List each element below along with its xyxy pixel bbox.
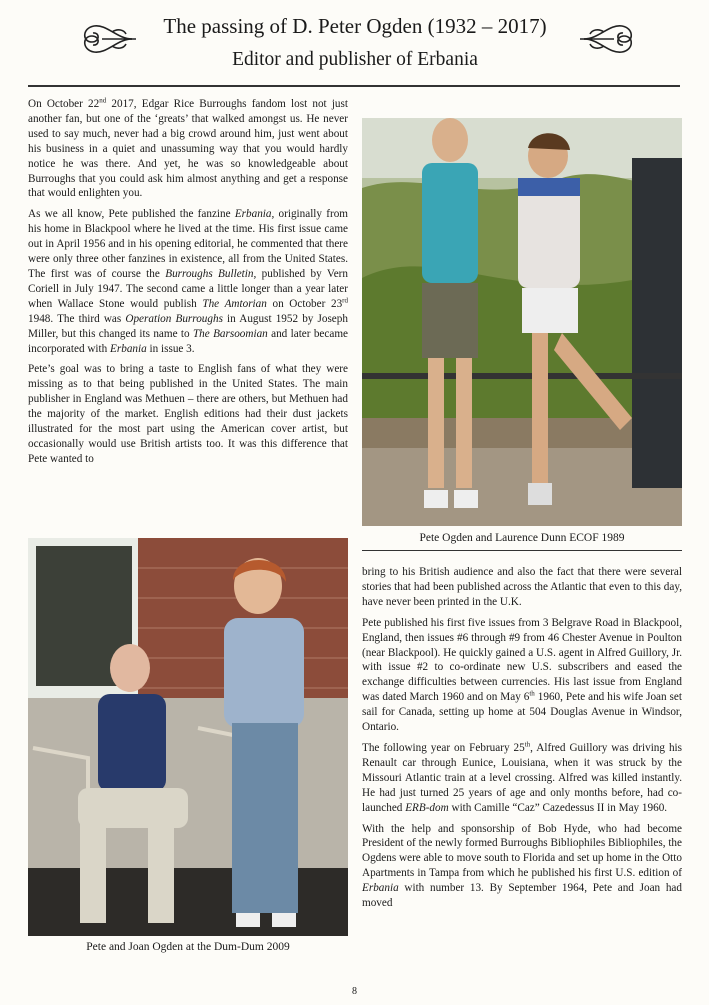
photo-pete-joan-ogden — [28, 538, 348, 936]
paragraph: On October 22nd 2017, Edgar Rice Burroughs fandom lost not just another fan, but one of the ‘greats’ that walked amongst us. He never used to say much, never had a big crowd around him, just went about his business in a quiet and unassuming way that you would hardly notice he was there. And yet, he was so knowledgeable about Burroughs that you could ask him almost anything and get a response that would enlighten you. — [28, 96, 348, 200]
paragraph: The following year on February 25th, Alfred Guillory was driving his Renault car through Eunice, Louisiana, when it was struck by the Missouri Atlantic train at a level crossing. Alfred was killed instantly. He had just turned 25 years of age and only months before, had co-launched ERB-dom with Camille “Caz” Cazedessus II in May 1960. — [362, 740, 682, 814]
article-column-right — [362, 565, 682, 917]
paragraph: With the help and sponsorship of Bob Hyde, who had become President of the newly formed Burroughs Bibliophiles Bibliophiles, the Ogdens were able to move south to Florida and set up home in the Otto Apartments in Tampa from which he published his first U.S. edition of Erbania with number 13. By September 1964, Pete and Joan had moved — [362, 822, 682, 910]
page-subtitle: Editor and publisher of Erbania — [232, 49, 478, 70]
paragraph: As we all know, Pete published the fanzine Erbania, originally from his home in Blackpool where he lived at the time. His first issue came out in April 1956 and in his opening editorial, he commented that there were only three other fanzines in existence, all from the United States. The first was of course the Burroughs Bulletin, published by Vern Coriell in July 1947. The second came a little longer than a year later when Wallace Stone would publish The Amtorian on October 23rd 1948. The third was Operation Burroughs in August 1952 by Joseph Miller, but this changed its name to The Barsoomian and later became incorporated with Erbania in issue 3. — [28, 208, 349, 355]
caption-rule — [362, 550, 682, 551]
paragraph: Pete published his first five issues from 3 Belgrave Road in Blackpool, England, then issues #6 through #9 from 46 Chester Avenue in Poulton (near Blackpool). He quickly gained a U.S. agent in Alfred Guillory, Jr. with issue #2 to co-ordinate new U.S. subscribers and eased the exchange difficulties between currencies. His last issue from England was dated March 1960 and on May 6th 1960, Pete and his wife Joan set sail for Canada, setting up home at 504 Douglas Avenue in Windsor, Ontario. — [362, 616, 682, 734]
page-title: The passing of D. Peter Ogden (1932 – 2017) — [163, 14, 547, 38]
header-rule — [28, 85, 680, 87]
caption-photo-1: Pete Ogden and Laurence Dunn ECOF 1989 — [419, 532, 625, 544]
photo-ogden-dunn — [362, 118, 682, 526]
article-column-left — [28, 97, 348, 473]
page-number: 8 — [352, 986, 357, 997]
caption-photo-2: Pete and Joan Ogden at the Dum-Dum 2009 — [86, 941, 290, 953]
paragraph: bring to his British audience and also the fact that there were several stories that had been published across the Atlantic that even to this day, have never been printed in the U.K. — [362, 566, 682, 608]
paragraph: Pete’s goal was to bring a taste to English fans of what they were missing as to that being published in the United States. The main publisher in England was Methuen – there are others, but Methuen had the majority of the market. English editions had their dust jackets illustrated for the most part using the American cover artist, but occasionally would use British artists too. It was this difference that Pete wanted to — [28, 363, 348, 465]
